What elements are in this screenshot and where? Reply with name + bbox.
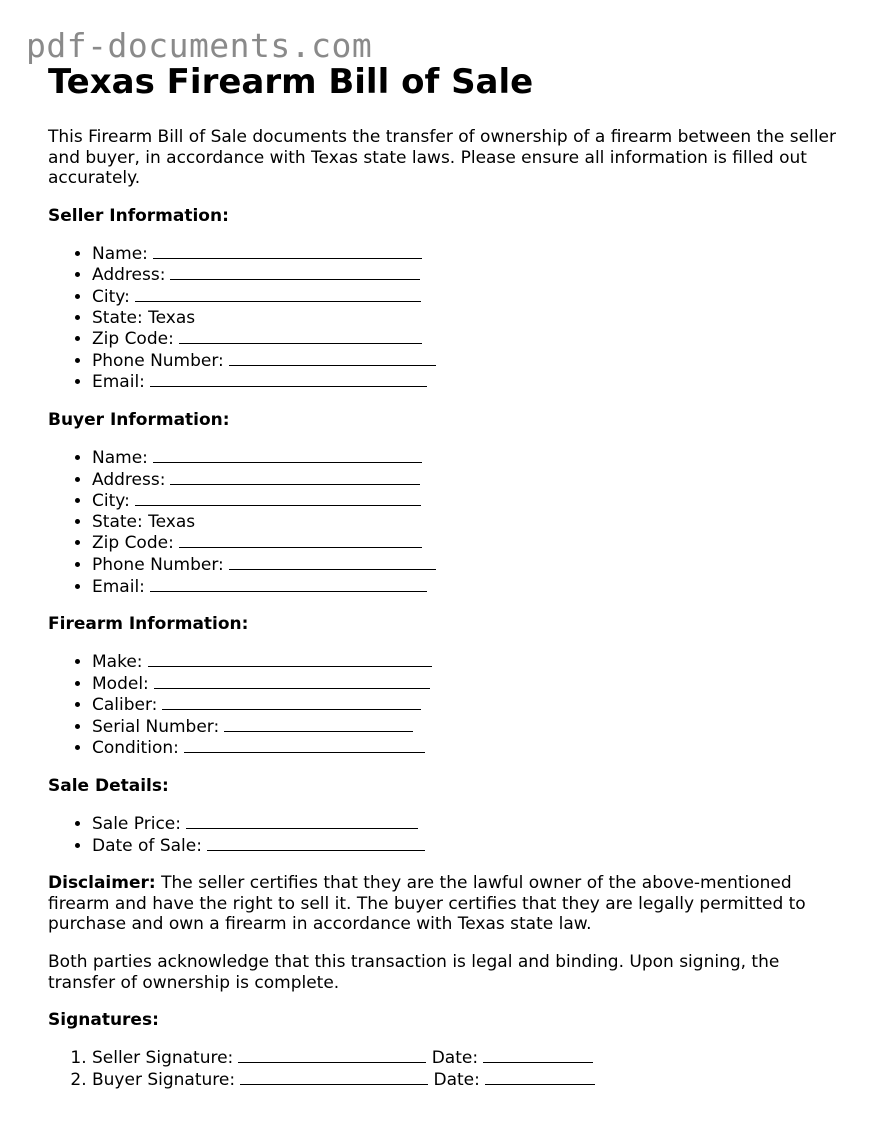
firearm-caliber-field: • Caliber: (92, 694, 848, 716)
seller-address-field: • Address: (92, 264, 848, 286)
firearm-model-blank[interactable] (154, 673, 430, 689)
seller-heading: Seller Information: (48, 205, 229, 226)
seller-zip-blank[interactable] (179, 328, 422, 344)
seller-email-blank[interactable] (150, 371, 427, 387)
seller-signature-line: 1. Seller Signature: Date: (92, 1047, 848, 1069)
seller-date-blank[interactable] (483, 1047, 593, 1063)
seller-city-field: • City: (92, 286, 848, 308)
disclaimer-label: Disclaimer: (48, 873, 156, 894)
sale-heading: Sale Details: (48, 776, 169, 797)
seller-city-blank[interactable] (135, 286, 421, 302)
seller-email-field: • Email: (92, 371, 848, 393)
document-body (48, 58, 848, 1090)
buyer-phone-blank[interactable] (229, 554, 436, 570)
firearm-heading: Firearm Information: (48, 614, 249, 635)
seller-zip-field: • Zip Code: (92, 328, 848, 350)
signature-list (48, 1047, 848, 1090)
buyer-zip-field: • Zip Code: (92, 532, 848, 554)
sale-price-field: • Sale Price: (92, 813, 848, 835)
seller-fields (48, 243, 848, 393)
buyer-name-field: • Name: (92, 447, 848, 469)
firearm-fields (48, 651, 848, 759)
firearm-serial-blank[interactable] (224, 716, 413, 732)
seller-signature-blank[interactable] (238, 1047, 426, 1063)
buyer-phone-field: • Phone Number: (92, 554, 848, 576)
buyer-state-field: • State: Texas (92, 512, 848, 533)
firearm-make-field: • Make: (92, 651, 848, 673)
firearm-make-blank[interactable] (148, 651, 432, 667)
buyer-date-blank[interactable] (485, 1069, 595, 1085)
buyer-email-field: • Email: (92, 576, 848, 598)
firearm-caliber-blank[interactable] (162, 694, 421, 710)
sale-fields (48, 813, 848, 856)
seller-phone-field: • Phone Number: (92, 350, 848, 372)
buyer-heading: Buyer Information: (48, 409, 230, 430)
sale-date-field: • Date of Sale: (92, 835, 848, 857)
buyer-signature-blank[interactable] (240, 1069, 428, 1085)
buyer-city-field: • City: (92, 490, 848, 512)
buyer-email-blank[interactable] (150, 576, 427, 592)
intro-paragraph: This Firearm Bill of Sale documents the transfer of ownership of a firearm between the seller and buyer, in accordance with Texas state laws. Please ensure all information is filled out accurately. (48, 127, 837, 189)
buyer-city-blank[interactable] (135, 490, 421, 506)
seller-address-blank[interactable] (170, 264, 420, 280)
buyer-address-field: • Address: (92, 469, 848, 491)
signatures-heading: Signatures: (48, 1010, 159, 1031)
buyer-name-blank[interactable] (153, 447, 422, 463)
firearm-condition-field: • Condition: (92, 737, 848, 759)
sale-date-blank[interactable] (207, 835, 425, 851)
page-title: Texas Firearm Bill of Sale (48, 62, 534, 102)
firearm-model-field: • Model: (92, 673, 848, 695)
buyer-zip-blank[interactable] (179, 532, 422, 548)
firearm-condition-blank[interactable] (184, 737, 425, 753)
watermark: pdf-documents.com (26, 26, 373, 65)
disclaimer-paragraph (48, 873, 848, 935)
seller-name-blank[interactable] (153, 243, 422, 259)
acknowledgment-paragraph: Both parties acknowledge that this transaction is legal and binding. Upon signing, the transfer of ownership is complete. (48, 952, 780, 993)
sale-price-blank[interactable] (186, 813, 418, 829)
firearm-serial-field: • Serial Number: (92, 716, 848, 738)
seller-state-field: • State: Texas (92, 308, 848, 329)
buyer-address-blank[interactable] (170, 469, 420, 485)
buyer-fields (48, 447, 848, 597)
seller-phone-blank[interactable] (229, 350, 436, 366)
buyer-signature-line: 2. Buyer Signature: Date: (92, 1069, 848, 1091)
seller-name-field: • Name: (92, 243, 848, 265)
disclaimer-text: The seller certifies that they are the lawful owner of the above-mentioned firearm and have the right to sell it. The buyer certifies that they are legally permitted to purchase and own a firearm in accordance with Texas state law. (48, 873, 806, 935)
